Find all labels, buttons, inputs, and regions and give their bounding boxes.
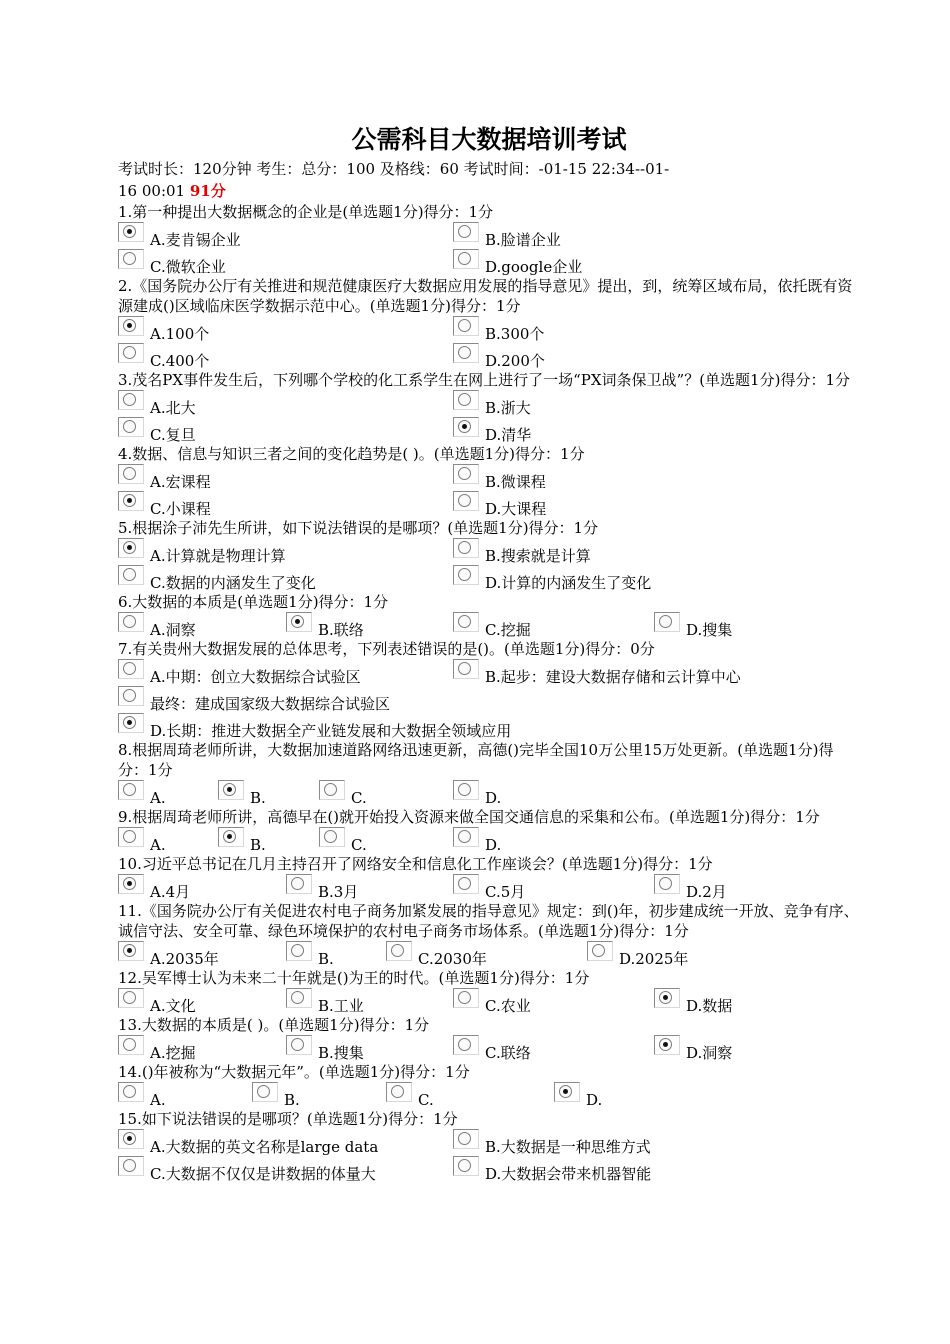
option-label: A. <box>150 836 166 854</box>
exam-meta <box>118 158 860 202</box>
option-label: A.宏课程 <box>150 473 211 491</box>
radio-unchecked-icon[interactable] <box>453 612 479 632</box>
radio-checked-icon[interactable] <box>118 941 144 961</box>
radio-unchecked-icon[interactable] <box>286 874 312 894</box>
radio-unchecked-icon[interactable] <box>118 565 144 585</box>
question-text: 1.第一种提出大数据概念的企业是(单选题1分)得分：1分 <box>118 203 494 221</box>
radio-unchecked-icon[interactable] <box>118 390 144 410</box>
radio-checked-icon[interactable] <box>118 1129 144 1149</box>
answer-option[interactable] <box>654 612 732 639</box>
option-row <box>118 941 860 968</box>
option-row <box>118 249 860 276</box>
radio-unchecked-icon[interactable] <box>118 343 144 363</box>
option-label: A.计算就是物理计算 <box>150 547 286 565</box>
radio-unchecked-icon[interactable] <box>453 1156 479 1176</box>
radio-checked-icon[interactable] <box>118 874 144 894</box>
radio-unchecked-icon[interactable] <box>453 988 479 1008</box>
answer-option[interactable] <box>118 1156 376 1183</box>
radio-unchecked-icon[interactable] <box>118 612 144 632</box>
option-label: D.数据 <box>686 997 733 1015</box>
radio-unchecked-icon[interactable] <box>319 827 345 847</box>
question-text: 5.根据涂子沛先生所讲，如下说法错误的是哪项？(单选题1分)得分：1分 <box>118 519 599 537</box>
answer-option[interactable] <box>286 874 358 901</box>
radio-checked-icon[interactable] <box>453 417 479 437</box>
question-2 <box>118 276 860 370</box>
question-10 <box>118 854 860 901</box>
question-6 <box>118 592 860 639</box>
option-label: D.2025年 <box>619 950 689 968</box>
answer-option[interactable] <box>218 827 266 854</box>
question-5 <box>118 518 860 592</box>
option-row <box>118 686 860 713</box>
answer-option[interactable] <box>554 1082 602 1109</box>
answer-option[interactable] <box>118 988 196 1015</box>
answer-option[interactable] <box>218 780 266 807</box>
option-label: C. <box>351 789 367 807</box>
question-text: 7.有关贵州大数据发展的总体思考，下列表述错误的是()。(单选题1分)得分：0分 <box>118 640 655 658</box>
radio-checked-icon[interactable] <box>118 713 144 733</box>
option-label: A.2035年 <box>150 950 219 968</box>
answer-option[interactable] <box>118 390 196 417</box>
radio-unchecked-icon[interactable] <box>118 417 144 437</box>
option-label: C.大数据不仅仅是讲数据的体量大 <box>150 1165 376 1183</box>
option-label: B.3月 <box>318 883 359 901</box>
option-label: D. <box>485 836 502 854</box>
radio-checked-icon[interactable] <box>118 538 144 558</box>
answer-option[interactable] <box>118 316 209 343</box>
answer-option[interactable] <box>118 713 511 740</box>
answer-option[interactable] <box>118 1082 166 1109</box>
radio-unchecked-icon[interactable] <box>386 941 412 961</box>
option-label: B.浙大 <box>485 399 531 417</box>
answer-option[interactable] <box>654 874 727 901</box>
option-label: B.起步：建设大数据存储和云计算中心 <box>485 668 741 686</box>
answer-option[interactable] <box>453 249 582 276</box>
option-label: D.计算的内涵发生了变化 <box>485 574 652 592</box>
option-label: D.洞察 <box>686 1044 733 1062</box>
answer-option[interactable] <box>319 780 367 807</box>
radio-checked-icon[interactable] <box>218 827 244 847</box>
option-label: B.微课程 <box>485 473 546 491</box>
option-label: C.小课程 <box>150 500 211 518</box>
answer-option[interactable] <box>118 1129 378 1156</box>
answer-option[interactable] <box>286 1035 364 1062</box>
radio-unchecked-icon[interactable] <box>453 874 479 894</box>
answer-option[interactable] <box>118 659 361 686</box>
option-label: A. <box>150 1091 166 1109</box>
option-row <box>118 1156 860 1183</box>
radio-checked-icon[interactable] <box>654 988 680 1008</box>
option-label: D.大课程 <box>485 500 547 518</box>
radio-unchecked-icon[interactable] <box>319 780 345 800</box>
question-text: 9.根据周琦老师所讲，高德早在()就开始投入资源来做全国交通信息的采集和公布。(单选题1分)得分：1分 <box>118 808 820 826</box>
answer-option[interactable] <box>118 941 219 968</box>
answer-option[interactable] <box>453 988 531 1015</box>
radio-checked-icon[interactable] <box>218 780 244 800</box>
answer-option[interactable] <box>118 612 196 639</box>
answer-option[interactable] <box>118 874 190 901</box>
option-row <box>118 713 860 740</box>
answer-option[interactable] <box>118 222 241 249</box>
radio-unchecked-icon[interactable] <box>453 1129 479 1149</box>
option-row <box>118 1129 860 1156</box>
option-label: D. <box>485 789 502 807</box>
answer-option[interactable] <box>118 686 390 713</box>
option-row <box>118 565 860 592</box>
answer-option[interactable] <box>118 491 211 518</box>
answer-option[interactable] <box>453 222 561 249</box>
radio-checked-icon[interactable] <box>654 1035 680 1055</box>
question-text: 2.《国务院办公厅有关推进和规范健康医疗大数据应用发展的指导意见》提出，到，统筹区域布局，依托既有资源建成()区域临床医学数据示范中心。(单选题1分)得分：1分 <box>118 277 853 315</box>
question-8 <box>118 740 860 807</box>
option-row <box>118 464 860 491</box>
option-row <box>118 316 860 343</box>
option-label: A.文化 <box>150 997 196 1015</box>
radio-unchecked-icon[interactable] <box>453 780 479 800</box>
answer-option[interactable] <box>453 343 545 370</box>
option-label: B. <box>250 789 266 807</box>
option-row <box>118 417 860 444</box>
answer-option[interactable] <box>252 1082 300 1109</box>
radio-checked-icon[interactable] <box>118 316 144 336</box>
option-label: B.脸谱企业 <box>485 231 561 249</box>
answer-option[interactable] <box>118 343 209 370</box>
exam-document <box>118 122 860 1183</box>
exam-meta-line-1: 考试时长：120分钟 考生：总分：100 及格线：60 考试时间：-01-15 22:34--01- <box>118 160 670 178</box>
radio-unchecked-icon[interactable] <box>286 988 312 1008</box>
answer-option[interactable] <box>453 565 651 592</box>
question-text: 8.根据周琦老师所讲，大数据加速道路网络迅速更新，高德()完毕全国10万公里15万处更新。(单选题1分)得分：1分 <box>118 741 834 779</box>
option-label: B.大数据是一种思维方式 <box>485 1138 651 1156</box>
radio-unchecked-icon[interactable] <box>453 827 479 847</box>
option-label: C.复旦 <box>150 426 196 444</box>
option-label: A. <box>150 789 166 807</box>
option-label: D.长期：推进大数据全产业链发展和大数据全领域应用 <box>150 722 512 740</box>
radio-unchecked-icon[interactable] <box>453 343 479 363</box>
option-label: B. <box>250 836 266 854</box>
answer-option[interactable] <box>453 464 546 491</box>
option-label: C.联络 <box>485 1044 531 1062</box>
answer-option[interactable] <box>453 1035 531 1062</box>
answer-option[interactable] <box>118 417 196 444</box>
answer-option[interactable] <box>118 827 166 854</box>
question-12 <box>118 968 860 1015</box>
question-14 <box>118 1062 860 1109</box>
radio-unchecked-icon[interactable] <box>453 1035 479 1055</box>
answer-option[interactable] <box>453 316 544 343</box>
radio-unchecked-icon[interactable] <box>286 941 312 961</box>
option-row <box>118 1035 860 1062</box>
option-row <box>118 222 860 249</box>
answer-option[interactable] <box>453 538 591 565</box>
option-label: C.微软企业 <box>150 258 226 276</box>
radio-unchecked-icon[interactable] <box>386 1082 412 1102</box>
option-label: C. <box>418 1091 434 1109</box>
radio-unchecked-icon[interactable] <box>118 780 144 800</box>
question-text: 12.吴军博士认为未来二十年就是()为王的时代。(单选题1分)得分：1分 <box>118 969 590 987</box>
option-label: D.清华 <box>485 426 532 444</box>
option-label: D.搜集 <box>686 621 733 639</box>
option-label: B.搜集 <box>318 1044 364 1062</box>
option-row <box>118 780 860 807</box>
question-4 <box>118 444 860 518</box>
question-13 <box>118 1015 860 1062</box>
radio-unchecked-icon[interactable] <box>118 827 144 847</box>
answer-option[interactable] <box>453 1156 651 1183</box>
question-3 <box>118 370 860 444</box>
question-text: 10.习近平总书记在几月主持召开了网络安全和信息化工作座谈会？(单选题1分)得分：1分 <box>118 855 713 873</box>
answer-option[interactable] <box>453 390 531 417</box>
question-text: 11.《国务院办公厅有关促进农村电子商务加紧发展的指导意见》规定：到()年，初步建成统一开放、竞争有序、诚信守法、安全可靠、绿色环境保护的农村电子商务市场体系。(单选题1分)得分：1分 <box>118 902 859 940</box>
radio-unchecked-icon[interactable] <box>118 686 144 706</box>
radio-unchecked-icon[interactable] <box>118 464 144 484</box>
option-row <box>118 874 860 901</box>
option-label: C.数据的内涵发生了变化 <box>150 574 316 592</box>
question-9 <box>118 807 860 854</box>
option-label: B.联络 <box>318 621 364 639</box>
option-label: C. <box>351 836 367 854</box>
option-row <box>118 988 860 1015</box>
question-list <box>118 202 860 1183</box>
total-score: 91分 <box>189 182 226 200</box>
radio-unchecked-icon[interactable] <box>453 222 479 242</box>
answer-option[interactable] <box>654 988 732 1015</box>
question-1 <box>118 202 860 276</box>
radio-unchecked-icon[interactable] <box>453 491 479 511</box>
option-label: B.工业 <box>318 997 364 1015</box>
answer-option[interactable] <box>286 941 334 968</box>
answer-option[interactable] <box>386 941 487 968</box>
radio-unchecked-icon[interactable] <box>453 249 479 269</box>
question-text: 15.如下说法错误的是哪项？(单选题1分)得分：1分 <box>118 1110 458 1128</box>
exam-meta-line-2 <box>118 180 860 202</box>
radio-unchecked-icon[interactable] <box>118 249 144 269</box>
option-label: B. <box>318 950 334 968</box>
answer-option[interactable] <box>118 464 211 491</box>
question-7 <box>118 639 860 740</box>
answer-option[interactable] <box>587 941 688 968</box>
radio-unchecked-icon[interactable] <box>118 1156 144 1176</box>
option-label: C.5月 <box>485 883 526 901</box>
answer-option[interactable] <box>453 612 531 639</box>
answer-option[interactable] <box>286 988 364 1015</box>
question-11 <box>118 901 860 968</box>
answer-option[interactable] <box>453 417 531 444</box>
option-label: C.400个 <box>150 352 210 370</box>
question-text: 13.大数据的本质是( )。(单选题1分)得分：1分 <box>118 1016 430 1034</box>
option-label: A.麦肯锡企业 <box>150 231 241 249</box>
question-text: 4.数据、信息与知识三者之间的变化趋势是( )。(单选题1分)得分：1分 <box>118 445 585 463</box>
answer-option[interactable] <box>453 780 501 807</box>
answer-option[interactable] <box>118 780 166 807</box>
answer-option[interactable] <box>118 249 226 276</box>
answer-option[interactable] <box>453 659 741 686</box>
option-row <box>118 538 860 565</box>
radio-unchecked-icon[interactable] <box>118 1082 144 1102</box>
option-row <box>118 390 860 417</box>
radio-unchecked-icon[interactable] <box>453 390 479 410</box>
radio-unchecked-icon[interactable] <box>654 874 680 894</box>
option-row <box>118 1082 860 1109</box>
radio-checked-icon[interactable] <box>118 222 144 242</box>
option-label: A.洞察 <box>150 621 196 639</box>
radio-checked-icon[interactable] <box>286 612 312 632</box>
radio-unchecked-icon[interactable] <box>654 612 680 632</box>
page-title: 公需科目大数据培训考试 <box>351 125 627 154</box>
option-label: 最终：建成国家级大数据综合试验区 <box>150 695 391 713</box>
option-label: D.大数据会带来机器智能 <box>485 1165 652 1183</box>
option-row <box>118 491 860 518</box>
answer-option[interactable] <box>453 491 546 518</box>
option-row <box>118 343 860 370</box>
question-15 <box>118 1109 860 1183</box>
option-label: C.农业 <box>485 997 531 1015</box>
option-label: A.大数据的英文名称是large data <box>150 1138 379 1156</box>
option-label: D.2月 <box>686 883 727 901</box>
answer-option[interactable] <box>118 565 316 592</box>
answer-option[interactable] <box>654 1035 732 1062</box>
option-label: D.google企业 <box>485 258 583 276</box>
option-label: A.100个 <box>150 325 210 343</box>
answer-option[interactable] <box>286 612 364 639</box>
radio-unchecked-icon[interactable] <box>118 659 144 679</box>
question-text: 3.茂名PX事件发生后，下列哪个学校的化工系学生在网上进行了一场“PX词条保卫战”？(单选题1分)得分：1分 <box>118 371 850 389</box>
option-row <box>118 659 860 686</box>
option-label: B. <box>284 1091 300 1109</box>
radio-checked-icon[interactable] <box>554 1082 580 1102</box>
answer-option[interactable] <box>319 827 367 854</box>
option-label: D. <box>586 1091 603 1109</box>
radio-unchecked-icon[interactable] <box>118 988 144 1008</box>
answer-option[interactable] <box>118 538 286 565</box>
radio-unchecked-icon[interactable] <box>587 941 613 961</box>
answer-option[interactable] <box>453 874 525 901</box>
option-label: A.4月 <box>150 883 191 901</box>
radio-unchecked-icon[interactable] <box>453 565 479 585</box>
answer-option[interactable] <box>453 827 501 854</box>
answer-option[interactable] <box>118 1035 196 1062</box>
option-label: D.200个 <box>485 352 545 370</box>
answer-option[interactable] <box>453 1129 651 1156</box>
option-label: B.300个 <box>485 325 545 343</box>
option-label: A.北大 <box>150 399 196 417</box>
radio-checked-icon[interactable] <box>118 491 144 511</box>
question-text: 6.大数据的本质是(单选题1分)得分：1分 <box>118 593 389 611</box>
radio-unchecked-icon[interactable] <box>286 1035 312 1055</box>
option-label: A.中期：创立大数据综合试验区 <box>150 668 361 686</box>
answer-option[interactable] <box>386 1082 434 1109</box>
radio-unchecked-icon[interactable] <box>453 464 479 484</box>
option-label: A.挖掘 <box>150 1044 196 1062</box>
radio-unchecked-icon[interactable] <box>453 316 479 336</box>
exam-meta-date-end: 16 00:01 <box>118 182 190 200</box>
option-label: B.搜索就是计算 <box>485 547 591 565</box>
radio-unchecked-icon[interactable] <box>453 538 479 558</box>
question-text: 14.()年被称为“大数据元年”。(单选题1分)得分：1分 <box>118 1063 470 1081</box>
option-row <box>118 827 860 854</box>
option-label: C.挖掘 <box>485 621 531 639</box>
option-row <box>118 612 860 639</box>
radio-unchecked-icon[interactable] <box>252 1082 278 1102</box>
radio-unchecked-icon[interactable] <box>118 1035 144 1055</box>
option-label: C.2030年 <box>418 950 487 968</box>
radio-unchecked-icon[interactable] <box>453 659 479 679</box>
